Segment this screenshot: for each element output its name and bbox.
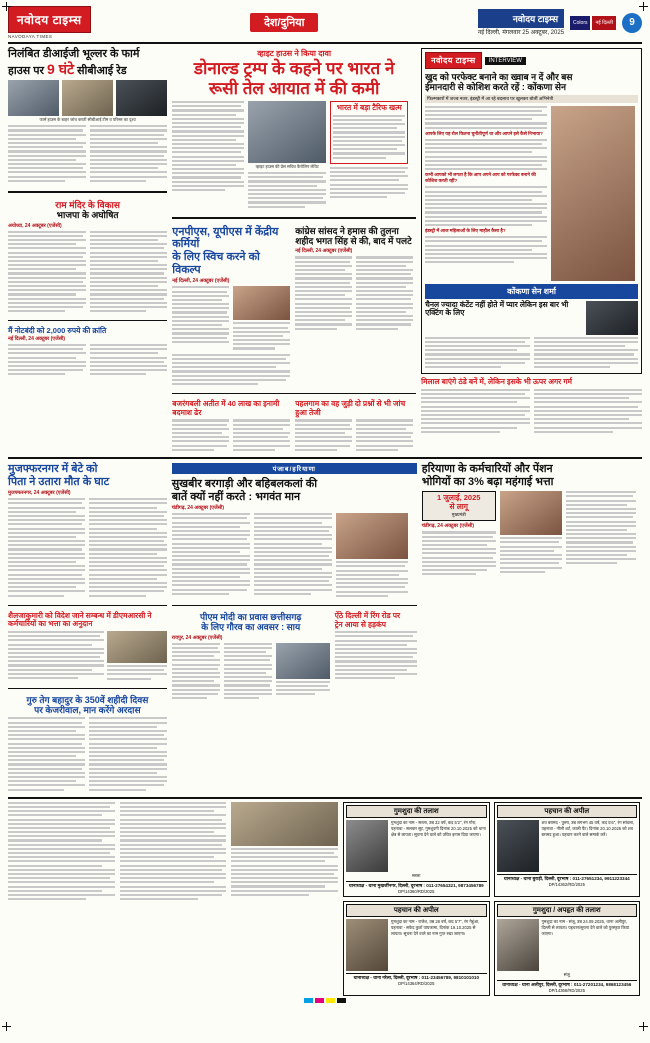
article-haryana-byline: चंडीगढ़, 24 अक्टूबर (एजेंसी) [421,523,475,530]
article-modi-headline-2: के लिए गौरव का अवसर : साय [201,622,301,633]
text-block [233,322,290,349]
text-block [172,513,250,599]
notice-1-text: गुमशुदा का नाम - सरला, उम्र 32 वर्ष, कद 5'2", रंग गोरा, पहनावा - सलवार सूट, गुमशुदगी दिनांक 20.10.2025 को थाना क्षेत्र से लापता। सूचना देने वाले को उचित इनाम दिया जाएगा। [391,819,486,837]
article-encounter [172,400,290,453]
notice-identify-1 [494,802,641,897]
notice-2-contact: थानाध्यक्ष - थाना बुराड़ी, दिल्ली, दूरभाष : 011-27651234, 9911223344 [497,874,638,882]
article-bhullar-headline-1: निलंबित डीआईजी भूल्लर के फार्म [8,48,140,60]
article-ram-mandir [8,200,167,314]
promo-badge-city: नई दिल्ली [592,16,616,30]
article-ringroad-headline-1: ऐंठे दिल्ली में रिंग रोड पर [334,610,401,620]
article-trump-oil-photo-caption: व्हाइट हाउस की प्रेस सचिव कैरोलिन लेविट [255,164,319,170]
article-pahalgam-headline: पहलगाम का वह जुड़ी दो प्रश्नों से भी जांच हुआ तेजी [295,399,406,417]
text-block [8,231,86,315]
text-block [90,125,168,184]
interview-headline-1: खुद को परफेक्ट बनाने का ख्वाब न दें और बस [425,72,573,82]
promo-badge-colors: Colors [570,16,590,30]
notice-missing-2 [494,901,641,996]
article-notebandi-headline: मैं नोटबंदी को 2,000 रुपये की क्रांति [8,326,107,336]
notice-2-title: पहचान की अपील [497,805,638,818]
notice-3-text: गुमशुदा का नाम - राजेश, उम्र 28 वर्ष, कद 5'7", रंग गेहुंआ, पहनावा - सफेद कुर्ता पायजामा, दिनांक 19.10.2025 से लापता। सूचना देने वाले का नाम गुप्त रखा जाएगा। [391,918,480,936]
text-block [107,665,167,680]
interview-box-body [425,337,638,371]
text-block [254,513,332,599]
interview-brand-logo: नवोदय टाइम्स [425,52,482,69]
article-bhullar-body [8,125,167,184]
article-muzaffarnagar [8,463,167,599]
article-dmrc-headline: शैलजाकुमारी को विदेश जाने सम्बन्ध में डीएमआरसी ने कर्मचारियों का भत्ता का अनुदान [8,610,152,629]
text-block [500,537,562,573]
notice-4-contact: थानाध्यक्ष - थाना अलीपुर, दिल्ली, दूरभाष : 011-27201234, 9868123456 [497,980,638,988]
masthead-right [478,9,642,36]
haryana-stamp-source: मुख्यमंत्री [451,512,466,518]
secondary-brand: नवोदय टाइम्स [478,9,564,28]
publication-logo-subtitle: NAVODAYA TIMES [8,34,53,39]
article-haryana-headline-1: हरियाणा के कर्मचारियों और पेंशन [421,462,553,475]
text-block [295,256,352,331]
registration-mark [2,2,11,11]
text-block [231,848,338,896]
photo-officials [62,80,113,116]
article-trump-oil-body [172,101,416,210]
article-bhullar-caption: फार्म हाउस के बाहर जांच करती सीबीआई टीम व परिसर का दृश्य [39,117,136,123]
haryana-da-stamp [422,491,496,521]
interview-qa-column [425,106,547,281]
article-muzaffarnagar-byline: मुजफ्फरनगर, 24 अक्टूबर (एजेंसी) [8,490,71,497]
middle-column-left [8,463,167,793]
photo-gate [116,80,167,116]
article-trump-oil [172,48,416,210]
article-mann-byline: चंडीगढ़, 24 अक्टूबर (एजेंसी) [171,505,225,512]
article-pahalgam [295,400,413,453]
article-ring-road [335,612,417,701]
article-bhullar-raid [8,48,167,184]
text-block [425,106,547,129]
notice-4-person-name: संजू [563,971,570,977]
article-trump-oil-kicker: व्हाइट हाउस ने किया दावा [257,49,332,58]
article-nps-byline: नई दिल्ली, 24 अक्टूबर (एजेंसी) [172,278,230,285]
publication-logo: नवोदय टाइम्स [8,6,91,33]
text-block [120,802,227,903]
section-tag: देश/दुनिया [250,13,318,32]
notice-4-text: गुमशुदा का नाम - संजू, उम्र 24.09.2025, थाना अलीपुर, दिल्ली से लापता। पहचान/सूचना देने वाले को पुरस्कृत किया जाएगा। [541,918,630,936]
article-mann-body [172,513,417,599]
text-block [172,354,290,385]
column-right [421,48,642,453]
article-notebandi [8,327,167,377]
middle-column-right [422,463,642,793]
article-ringroad-headline-2: ट्रेन आया से हड़कंप [334,619,386,629]
text-block [8,125,86,184]
text-block [330,167,408,198]
notice-2-ref: DP/14362/RD/2025 [548,881,585,887]
photo-konkona-still [586,301,638,335]
text-block [233,419,290,453]
article-trump-oil-headline-2: रूसी तेल आयात में की कमी [208,78,380,98]
text-block [335,631,417,679]
column-center [172,48,416,453]
section-tag-container [91,13,478,32]
text-block [8,344,86,378]
interview-box-title: कोंकणा सेन शर्मा [425,284,638,299]
text-block [89,498,166,599]
text-block [276,681,330,696]
article-congress-byline: नई दिल्ली, 24 अक्टूबर (एजेंसी) [295,248,353,255]
article-nps-headline-2: के लिए स्विच करने को विकल्प [172,251,260,276]
notices-left-spacer [8,802,338,996]
notice-1-contact: थानाध्यक्ष - थाना मुखर्जीनगर, दिल्ली, दूरभाष : 011-27654321, 9873456789 [346,881,487,889]
interview-headline-2: ईमानदारी से कोशिश करते रहें : कोंकणा सेन [425,82,566,93]
notice-4-ref: DP/14366/RD/2025 [548,987,585,993]
text-block [8,802,115,903]
article-congress-headline-2: शहीद भगत सिंह से की, बाद में पलटे [295,236,412,247]
text-block [425,139,547,170]
article-nps-body [172,286,290,351]
middle-column-center [172,463,417,793]
article-notebandi-body [8,344,167,378]
page-number: 9 [622,13,642,33]
article-ram-mandir-byline: अयोध्या, 24 अक्टूबर (एजेंसी) [8,222,62,229]
article-bhullar-headline-red: 9 घंटे [47,60,75,77]
article-modi-chhattisgarh [172,612,330,701]
photo-minister [233,286,290,320]
notice-1-person-name: सरला [412,872,421,878]
notice-3-title: पहचान की अपील [346,904,487,917]
interview-question-1: आपके लिए यह रोल कितना चुनौतीपूर्ण था और आपने इसे कैसे निभाया? [425,130,543,136]
photo-missing-person-2 [497,919,539,971]
text-block [356,256,413,331]
article-modi-byline: रायपुर, 24 अक्टूबर (एजेंसी) [171,634,223,641]
article-guru-teg-bahadur [8,695,167,793]
cmyk-color-bar [8,998,642,1003]
article-trump-oil-headline-1: डोनाल्ड ट्रम्प के कहने पर भारत ने [193,59,395,78]
article-thanda-headline: मिलाल बाएंगे ठंडे बनें में, लेकिन इसके भी ऊपर अगर गर्म [421,377,573,387]
text-block [425,186,547,226]
photo-farmhouse [8,80,59,116]
article-haryana-headline-2: भोगियों का 3% बढ़ा महंगाई भत्ता [421,475,554,488]
article-guru-headline-1: गुरु तेग बहादुर के 350वें शहीदी दिवस [26,694,149,705]
article-notebandi-byline: नई दिल्ली, 24 अक्टूबर (एजेंसी) [8,335,66,342]
article-nps-headline-1: एनपीएस, यूपीएस में केंद्रीय कर्मियों [172,225,279,251]
photo-bhagwant-mann [336,513,408,559]
text-block [336,561,408,597]
photo-unidentified-body-2 [346,919,388,971]
text-block [90,344,168,378]
interview-photo-column [551,106,635,281]
notice-3-contact: थानाध्यक्ष - थाना नरेला, दिल्ली, दूरभाष : 011-23456789, 9810101010 [346,973,487,981]
text-block [224,643,272,702]
article-nps-photo-col [233,286,290,351]
article-thanda-body [421,389,642,435]
middle-grid [8,463,642,793]
sidebox-tariff-title: भारत में बड़ा टैरिफ खत्म [336,103,402,113]
sidebox-tariff [330,101,408,164]
haryana-stamp-effect: से लागू [449,501,468,511]
dateline: नई दिल्ली, मंगलवार 25 अक्टूबर, 2025 [477,30,565,36]
text-block [422,531,496,575]
photo-modi-event [276,643,330,679]
interview-question-2: कभी आपको भी लगता है कि आप अपने आप को परफेक्ट बनाने की कोशिश करती रहीं? [425,172,536,184]
text-block [421,389,529,435]
article-haryana-da [422,463,642,578]
article-mann-headline-1: सुखबीर बरगाड़ी और बहिबलकलां की [171,477,318,490]
text-block [172,643,220,702]
notice-missing-1 [343,802,490,897]
article-muzaffarnagar-body [8,498,167,599]
text-block [566,491,636,564]
registration-mark [2,1022,11,1031]
column-left [8,48,167,453]
text-block [8,498,85,599]
article-guru-body [8,717,167,792]
article-ram-mandir-headline-1: राम मंदिर के विकास [55,199,120,210]
notice-4-title: गुमशुदा / अपहृत की तलाश [497,904,638,917]
text-block [295,419,352,453]
article-bhullar-headline-2: हाउस पर [8,64,44,77]
text-block [425,236,547,263]
main-grid [8,48,642,453]
article-congress-hamas [295,226,413,387]
haryana-stamp-date: 1 जुलाई, 2025 [437,493,481,503]
article-nps-ups [172,226,290,387]
article-dmrc [8,612,167,682]
article-mann-headline-2: बातें क्यों नहीं करते : भगवंत मान [171,490,301,503]
masthead-left [8,6,91,39]
photo-konkona-sen [551,106,635,281]
article-ram-mandir-headline-2: भाजपा के अघोषित [56,210,119,221]
article-encounter-headline: बजरंगबली अतीत में 40 लाख का इनामी बदमाश ढेर [172,399,280,417]
article-muzaffarnagar-headline-2: पिता ने उतारा मौत के घाट [8,475,110,488]
article-encounter-body [172,419,290,453]
masthead [8,6,642,44]
text-block [89,717,166,792]
photo-press-secretary [248,101,326,163]
text-block [172,101,244,210]
photo-group-event [231,802,338,846]
text-block [248,172,326,208]
text-block [356,419,413,453]
notice-1-ref: DP/14360/RD/2025 [398,888,435,894]
text-block [172,286,229,351]
notice-3-ref: DP/14364/RD/2025 [398,980,435,986]
article-trump-oil-sidebox-col [330,101,408,210]
notice-2-text: शव बरामद - पुरुष, उम्र लगभग 45 वर्ष, कद 5'6", रंग सांवला, पहनावा - नीली शर्ट, काली पैंट। दिनांक 20.10.2025 को शव बरामद हुआ। पहचान करने वाले सम्पर्क करें। [541,819,635,837]
article-trump-oil-photo-col [248,101,326,210]
article-congress-headline-1: कांग्रेस सांसद ने हमास की तुलना [295,225,399,236]
text-block [425,337,529,371]
article-ram-mandir-body [8,231,167,315]
interview-question-3: इंडस्ट्री में आज महिलाओं के लिए माहौल कैसा है? [425,228,506,234]
interview-box-headline: चैनल ज्यादा कंटेंट नहीं होते में प्यार लेकिन इस बार भी एक्टिंग के लिए [425,299,569,318]
article-pahalgam-body [295,419,413,453]
article-guru-headline-2: पर केजरीवाल, मान करेंगे अरदास [34,705,141,716]
notice-identify-2 [343,901,490,996]
section-label-punjab-haryana: पंजाब/हरियाणा [172,463,417,474]
article-bhullar-headline-3: सीबीआई रेड [77,64,127,77]
text-block [90,231,168,315]
interview-tag: INTERVIEW [485,57,526,65]
registration-mark [639,1022,648,1031]
text-block [333,115,405,159]
article-muzaffarnagar-headline-1: मुजफ्फरनगर में बेटे को [8,462,98,475]
text-block [172,419,229,453]
registration-mark [639,2,648,11]
text-block [534,389,642,435]
police-notices-grid [343,802,640,996]
photo-unidentified-body-1 [497,820,539,872]
article-congress-body [295,256,413,331]
text-block [534,337,638,371]
photo-haryana-cm [500,491,562,535]
text-block [8,717,85,792]
article-bhagwant-mann [172,478,417,599]
notice-1-title: गुमशुदा की तलाश [346,805,487,818]
photo-missing-person-1 [346,820,388,872]
text-block [8,631,104,682]
article-bhullar-photos [8,80,167,116]
article-konkona-interview [421,48,642,374]
article-modi-headline-1: पीएम मोदी का प्रवास छत्तीसगढ़ [200,611,302,622]
photo-dmrc-event [107,631,167,663]
notices-zone [8,802,642,996]
interview-standfirst: फिल्मकारों में जज्ब नजर, इंडस्ट्री में आ रहे बदलाव पर खुलकर बोलीं अभिनेत्री [425,95,638,103]
article-thanda-garam [421,378,642,435]
